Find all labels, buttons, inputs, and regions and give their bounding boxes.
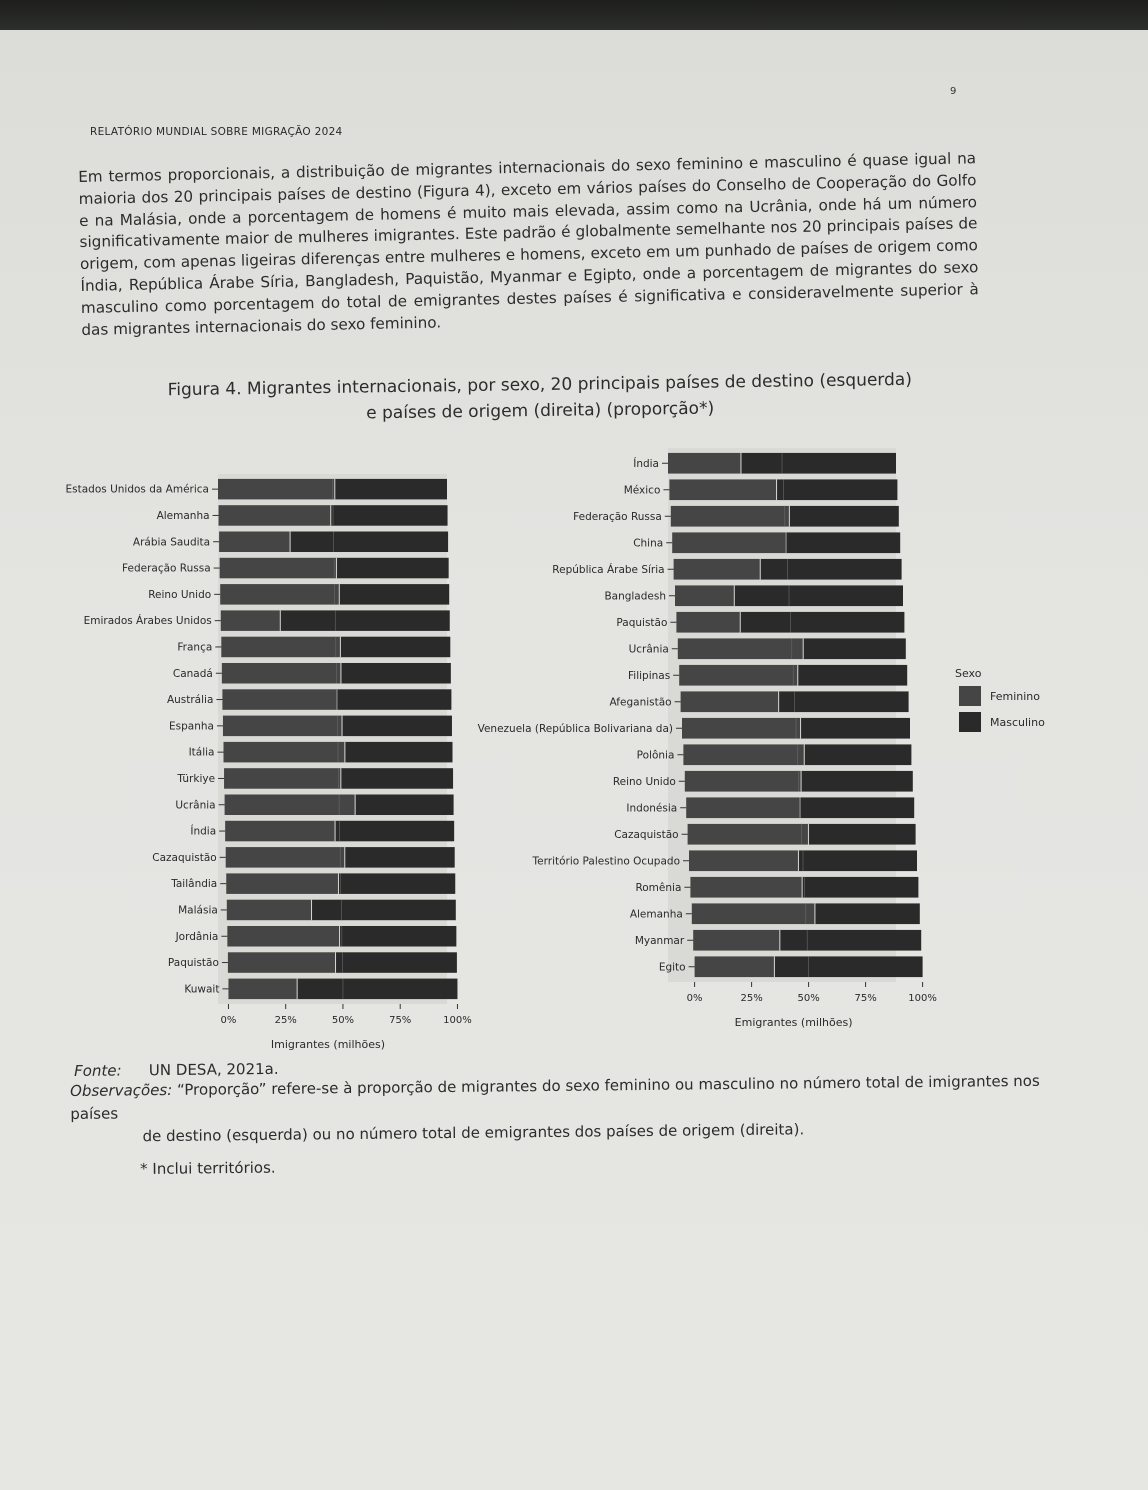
category-label: Afeganistão bbox=[609, 696, 672, 709]
category-label: Paquistão bbox=[167, 957, 219, 970]
x-tick-label: 100% bbox=[908, 993, 937, 1004]
bar-masculino bbox=[801, 771, 913, 792]
chart-origin bbox=[478, 448, 937, 1029]
bar-feminino bbox=[221, 637, 340, 658]
x-tick-label: 25% bbox=[740, 993, 763, 1004]
bar-masculino bbox=[342, 716, 452, 737]
bar-masculino bbox=[774, 956, 922, 977]
bar-feminino bbox=[220, 584, 339, 605]
bar-feminino bbox=[695, 956, 775, 977]
category-label: Território Palestino Ocupado bbox=[532, 855, 680, 868]
bar-masculino bbox=[340, 926, 457, 947]
bar-masculino bbox=[335, 479, 447, 500]
category-label: Venezuela (República Bolivariana da) bbox=[477, 722, 673, 735]
category-label: Alemanha bbox=[629, 908, 683, 921]
bar-feminino bbox=[692, 903, 815, 924]
bar-feminino bbox=[219, 505, 331, 526]
x-tick-label: 0% bbox=[686, 993, 703, 1004]
x-axis-label: Emigrantes (milhões) bbox=[734, 1016, 853, 1029]
category-label: Canadá bbox=[172, 667, 213, 680]
bar-feminino bbox=[675, 585, 734, 606]
bar-feminino bbox=[679, 665, 798, 686]
category-label: Tailândia bbox=[171, 878, 218, 891]
figure-title-line-1: Figura 4. Migrantes internacionais, por sexo, 20 principais países de destino (esquerda) bbox=[167, 369, 913, 401]
bar-feminino bbox=[222, 689, 337, 710]
bar-masculino bbox=[780, 930, 921, 951]
figure-4-charts bbox=[0, 430, 1148, 1060]
bar-masculino bbox=[789, 506, 898, 527]
legend-swatch-feminino bbox=[959, 686, 981, 706]
bar-masculino bbox=[798, 850, 917, 871]
bar-feminino bbox=[227, 900, 312, 921]
observations bbox=[70, 1069, 1081, 1149]
category-label: Bangladesh bbox=[604, 590, 666, 603]
bar-masculino bbox=[802, 877, 918, 898]
category-label: Federação Russa bbox=[573, 510, 662, 523]
bar-feminino bbox=[220, 558, 337, 579]
category-label: Polônia bbox=[636, 749, 675, 762]
category-label: China bbox=[633, 537, 664, 550]
bar-masculino bbox=[779, 691, 909, 712]
observations-line-2: de destino (esquerda) ou no número total de emigrantes dos países de origem (direita). bbox=[142, 1120, 805, 1146]
bar-masculino bbox=[340, 637, 450, 658]
chart-destination bbox=[66, 474, 472, 1051]
x-tick-label: 0% bbox=[220, 1015, 237, 1026]
category-label: Indonésia bbox=[626, 802, 678, 815]
bar-feminino bbox=[674, 559, 761, 580]
observations-label: Observações: bbox=[70, 1080, 173, 1100]
category-label: Índia bbox=[190, 825, 217, 838]
category-label: Federação Russa bbox=[122, 562, 211, 575]
bar-feminino bbox=[672, 532, 786, 553]
bar-feminino bbox=[693, 930, 780, 951]
category-label: Emirados Árabes Unidos bbox=[83, 615, 212, 628]
category-label: Reino Unido bbox=[612, 775, 676, 788]
plot-panel bbox=[218, 474, 447, 1004]
bar-feminino bbox=[690, 877, 802, 898]
category-label: Malásia bbox=[178, 904, 218, 917]
bar-masculino bbox=[355, 794, 453, 815]
figure-title-line-2: e países de origem (direita) (proporção*) bbox=[366, 398, 715, 424]
category-label: Türkiye bbox=[177, 772, 216, 785]
bar-masculino bbox=[312, 900, 456, 921]
category-label: Itália bbox=[188, 746, 215, 759]
body-paragraph: Em termos proporcionais, a distribuição de migrantes internacionais do sexo feminino e masculino é quase igual na maioria dos 20 principais países de destino (Figura 4), exceto em vários países do Conselho de Cooperação do Golfo e na Malásia, onde a porcentagem de homens é muito mais elevada, assim como na Ucrânia, onde há um número significativamente maior de mulheres imigrantes. Este padrão é globalmente semelhante nos 20 principais países de origem, com apenas ligeiras diferenças entre mulheres e homens, exceto em um punhado de países de origem como Índia, República Árabe Síria, Bangladesh, Paquistão, Myanmar e Egipto, onde a porcentagem de migrantes do sexo masculino como porcentagem do total de emigrantes destes países é significativa e consideravelmente superior à das migrantes internacionais do sexo feminino. bbox=[78, 149, 979, 339]
legend-label-masculino: Masculino bbox=[990, 716, 1045, 729]
bar-masculino bbox=[290, 531, 448, 552]
category-label: Cazaquistão bbox=[152, 851, 217, 864]
bar-feminino bbox=[225, 821, 335, 842]
category-label: Ucrânia bbox=[175, 799, 216, 812]
bar-feminino bbox=[669, 479, 776, 500]
plot-panel bbox=[668, 448, 896, 982]
bar-masculino bbox=[335, 821, 454, 842]
bar-masculino bbox=[740, 612, 904, 633]
bar-masculino bbox=[345, 742, 453, 763]
category-label: Filipinas bbox=[628, 669, 671, 682]
legend bbox=[955, 667, 1045, 732]
bar-masculino bbox=[336, 558, 448, 579]
bar-masculino bbox=[280, 610, 449, 631]
x-tick-label: 100% bbox=[443, 1015, 472, 1026]
category-label: Cazaquistão bbox=[614, 828, 679, 841]
running-head: RELATÓRIO MUNDIAL SOBRE MIGRAÇÃO 2024 bbox=[90, 126, 343, 138]
bar-masculino bbox=[803, 638, 906, 659]
bar-feminino bbox=[227, 926, 339, 947]
bar-masculino bbox=[297, 979, 457, 1000]
bar-masculino bbox=[804, 744, 911, 765]
bar-masculino bbox=[798, 665, 907, 686]
category-label: México bbox=[623, 484, 661, 497]
category-label: Reino Unido bbox=[148, 588, 212, 601]
legend-label-feminino: Feminino bbox=[990, 690, 1040, 703]
bar-feminino bbox=[221, 610, 281, 631]
page-number: 9 bbox=[950, 86, 957, 97]
category-label: Espanha bbox=[168, 720, 214, 733]
bar-masculino bbox=[338, 873, 455, 894]
bar-feminino bbox=[683, 744, 804, 765]
bar-masculino bbox=[341, 768, 453, 789]
bar-masculino bbox=[341, 663, 451, 684]
bar-feminino bbox=[678, 638, 803, 659]
category-label: Índia bbox=[633, 457, 659, 470]
category-label: Alemanha bbox=[156, 509, 210, 522]
category-label: França bbox=[177, 641, 213, 654]
bar-masculino bbox=[734, 585, 903, 606]
bar-masculino bbox=[777, 479, 898, 500]
category-label: Kuwait bbox=[184, 983, 220, 996]
legend-swatch-masculino bbox=[959, 712, 981, 732]
x-tick-label: 50% bbox=[797, 993, 820, 1004]
category-label: Romênia bbox=[635, 881, 682, 894]
bar-feminino bbox=[225, 794, 356, 815]
legend-title: Sexo bbox=[955, 667, 982, 680]
category-label: Myanmar bbox=[634, 934, 685, 947]
bar-masculino bbox=[339, 584, 449, 605]
category-label: Austrália bbox=[166, 694, 214, 707]
bar-masculino bbox=[815, 903, 920, 924]
bar-feminino bbox=[224, 768, 341, 789]
observations-line-1: “Proporção” refere-se à proporção de migrantes do sexo feminino ou masculino no número total de imigrantes nos países bbox=[70, 1071, 1040, 1123]
category-label: Estados Unidos da América bbox=[65, 483, 209, 496]
bar-masculino bbox=[801, 718, 910, 739]
bar-feminino bbox=[688, 824, 809, 845]
bar-feminino bbox=[224, 742, 345, 763]
bar-masculino bbox=[786, 532, 900, 553]
category-label: Jordânia bbox=[175, 930, 219, 943]
bar-feminino bbox=[226, 873, 338, 894]
x-tick-label: 75% bbox=[854, 993, 877, 1004]
bar-feminino bbox=[226, 847, 345, 868]
bar-feminino bbox=[671, 506, 790, 527]
footnote: * Inclui territórios. bbox=[140, 1158, 276, 1178]
source-text: UN DESA, 2021a. bbox=[148, 1059, 279, 1080]
bar-feminino bbox=[228, 979, 297, 1000]
x-tick-label: 25% bbox=[274, 1015, 297, 1026]
bar-masculino bbox=[741, 453, 896, 474]
bar-feminino bbox=[682, 718, 801, 739]
bar-masculino bbox=[336, 952, 457, 973]
bar-feminino bbox=[685, 771, 801, 792]
category-label: Egito bbox=[658, 961, 686, 974]
bar-feminino bbox=[686, 797, 800, 818]
category-label: Arábia Saudita bbox=[132, 536, 211, 549]
bar-feminino bbox=[668, 453, 741, 474]
bar-masculino bbox=[808, 824, 915, 845]
bar-feminino bbox=[676, 612, 740, 633]
bar-feminino bbox=[218, 479, 335, 500]
category-label: Ucrânia bbox=[628, 643, 669, 656]
bar-feminino bbox=[219, 531, 290, 552]
bar-feminino bbox=[222, 663, 341, 684]
bar-feminino bbox=[223, 716, 342, 737]
bar-masculino bbox=[345, 847, 455, 868]
bar-feminino bbox=[228, 952, 336, 973]
bar-masculino bbox=[760, 559, 901, 580]
bar-masculino bbox=[800, 797, 914, 818]
x-axis-label: Imigrantes (milhões) bbox=[270, 1038, 386, 1051]
bar-feminino bbox=[681, 691, 779, 712]
bar-feminino bbox=[689, 850, 798, 871]
category-label: Paquistão bbox=[616, 616, 668, 629]
source-label: Fonte: bbox=[74, 1061, 122, 1080]
x-tick-label: 50% bbox=[331, 1015, 355, 1026]
category-label: República Árabe Síria bbox=[552, 563, 665, 576]
x-tick-label: 75% bbox=[389, 1015, 412, 1026]
bar-masculino bbox=[337, 689, 452, 710]
bar-masculino bbox=[331, 505, 448, 526]
